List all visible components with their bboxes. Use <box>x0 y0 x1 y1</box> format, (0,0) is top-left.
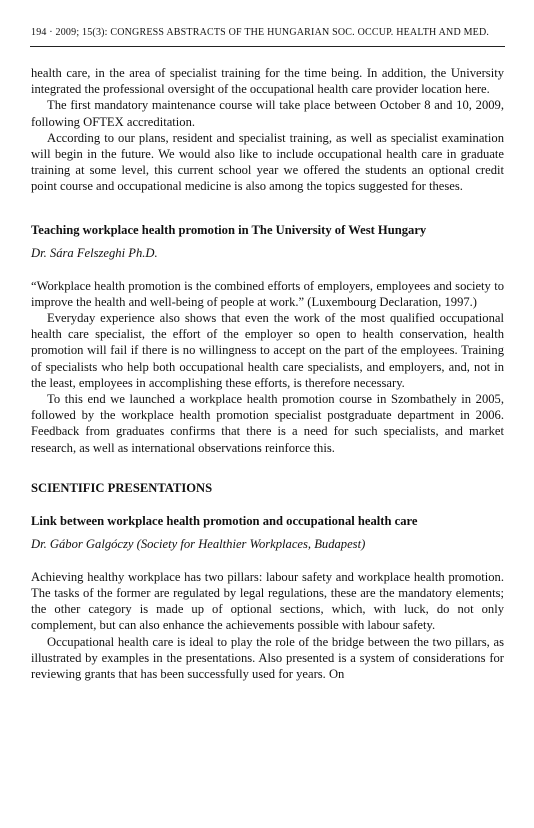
article-paragraph: To this end we launched a workplace health promotion course in Szombathely in 2005, followed by the workplace health promotion specialist postgraduate department in 2006. Feedback from graduates confirms that there is a need for such specialists, and market research, as well as international observations reinforce this. <box>31 392 504 455</box>
intro-paragraph: The first mandatory maintenance course will take place between October 8 and 10, 2009, following OFTEX accreditation. <box>31 98 504 129</box>
article-paragraph: Occupational health care is ideal to play the role of the bridge between the two pillars, as illustrated by examples in the presentations. Also presented is a system of considerations for reviewing grants that has been successfully used for years. On <box>31 634 504 682</box>
article-title: Teaching workplace health promotion in The University of West Hungary <box>31 222 427 237</box>
article-author: Dr. Sára Felszeghi Ph.D. <box>31 245 158 260</box>
page-body <box>31 65 504 682</box>
header-rule <box>30 46 505 47</box>
intro-continuation <box>31 65 504 195</box>
article-workplace-health-teaching <box>31 222 504 456</box>
intro-paragraph: According to our plans, resident and specialist training, as well as specialist examination will begin in the future. We would also like to include occupational health care in graduate training at some level, this current school year we offered the students an optional credit point course and occupational medicine is also among the topics suggested for theses. <box>31 130 504 194</box>
article-workplace-health-link <box>31 513 504 682</box>
article-title: Link between workplace health promotion and occupational health care <box>31 513 418 528</box>
intro-paragraph: health care, in the area of specialist training for the time being. In addition, the University integrated the professional oversight of the occupational health care provider location here. <box>31 66 504 97</box>
article-author: Dr. Gábor Galgóczy (Society for Healthier Workplaces, Budapest) <box>31 536 366 551</box>
section-heading: SCIENTIFIC PRESENTATIONS <box>31 480 213 495</box>
article-paragraph: “Workplace health promotion is the combined efforts of employers, employees and society to improve the health and well-being of people at work.” (Luxembourg Declaration, 1997.) <box>31 278 504 309</box>
running-head: 194 · 2009; 15(3): CONGRESS ABSTRACTS OF THE HUNGARIAN SOC. OCCUP. HEALTH AND MED. <box>31 27 490 38</box>
article-paragraph: Everyday experience also shows that even the work of the most qualified occupational health care specialist, the effort of the employer so open to health conservation, health promotion will fail if there is no willingness to accept on the part of the employees. Training of specialists who help both occupational health care specialists, and employers, and, not in the least, employees in accomplishing these efforts, is therefore necessary. <box>31 311 504 390</box>
article-paragraph: Achieving healthy workplace has two pillars: labour safety and workplace health promotion. The tasks of the former are regulated by legal regulations, these are the mandatory elements; the other category is made up of optional sections, which, with luck, do not only complement, but can also enhance the achievements possible with labour safety. <box>31 569 504 633</box>
